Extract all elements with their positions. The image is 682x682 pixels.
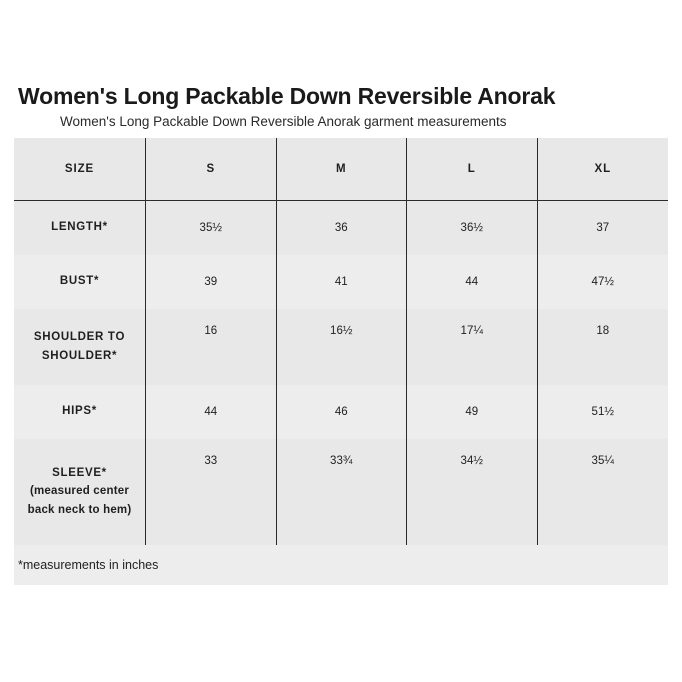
row-label-line-2: SHOULDER*	[41, 349, 118, 362]
row-label-length: LENGTH*	[14, 201, 146, 255]
row-label-sleeve	[14, 439, 146, 545]
table-row	[14, 439, 668, 545]
page-title: Women's Long Packable Down Reversible Anorak	[18, 83, 556, 109]
table-row	[14, 385, 668, 439]
cell-hips-l: 49	[407, 385, 538, 439]
row-label-line-1: SLEEVE*	[52, 467, 107, 480]
page-subtitle: Women's Long Packable Down Reversible Anorak garment measurements	[60, 113, 507, 129]
cell-sleeve-xl: 35¼	[591, 454, 614, 467]
cell-bust-s: 39	[146, 255, 277, 309]
cell-hips-s: 44	[146, 385, 277, 439]
cell-shoulder-m: 16½	[277, 309, 408, 385]
row-label-bust: BUST*	[14, 255, 146, 309]
cell-hips-m: 46	[277, 385, 408, 439]
cell-shoulder-s: 16	[146, 309, 277, 385]
cell-sleeve-m: 33¾	[277, 439, 408, 545]
size-chart	[14, 78, 668, 585]
cell-bust-xl: 47½	[591, 275, 614, 288]
row-label-line-1: SHOULDER TO	[33, 331, 126, 344]
chart-header	[14, 78, 668, 138]
footnote-band	[14, 545, 668, 585]
row-label-shoulder-to-shoulder	[14, 309, 146, 385]
measurements-table	[14, 138, 668, 585]
column-header-l: L	[407, 138, 538, 200]
table-row	[14, 309, 668, 385]
cell-sleeve-s: 33	[146, 439, 277, 545]
cell-hips-xl: 51½	[591, 405, 614, 418]
row-label-line-2: (measured center	[29, 485, 130, 498]
column-header-m: M	[277, 138, 408, 200]
column-header-s: S	[146, 138, 277, 200]
cell-length-m: 36	[277, 201, 408, 255]
row-label-hips: HIPS*	[14, 385, 146, 439]
cell-length-l: 36½	[407, 201, 538, 255]
cell-sleeve-l: 34½	[407, 439, 538, 545]
column-header-size: SIZE	[14, 138, 146, 200]
table-header-row	[14, 138, 668, 201]
column-header-xl: XL	[594, 162, 611, 175]
cell-length-s: 35½	[146, 201, 277, 255]
cell-length-xl: 37	[596, 221, 610, 234]
cell-bust-l: 44	[407, 255, 538, 309]
table-row	[14, 255, 668, 309]
cell-bust-m: 41	[277, 255, 408, 309]
footnote-text: *measurements in inches	[18, 557, 159, 572]
cell-shoulder-xl: 18	[596, 324, 610, 337]
cell-shoulder-l: 17¼	[407, 309, 538, 385]
row-label-line-3: back neck to hem)	[27, 503, 132, 516]
table-row	[14, 201, 668, 255]
